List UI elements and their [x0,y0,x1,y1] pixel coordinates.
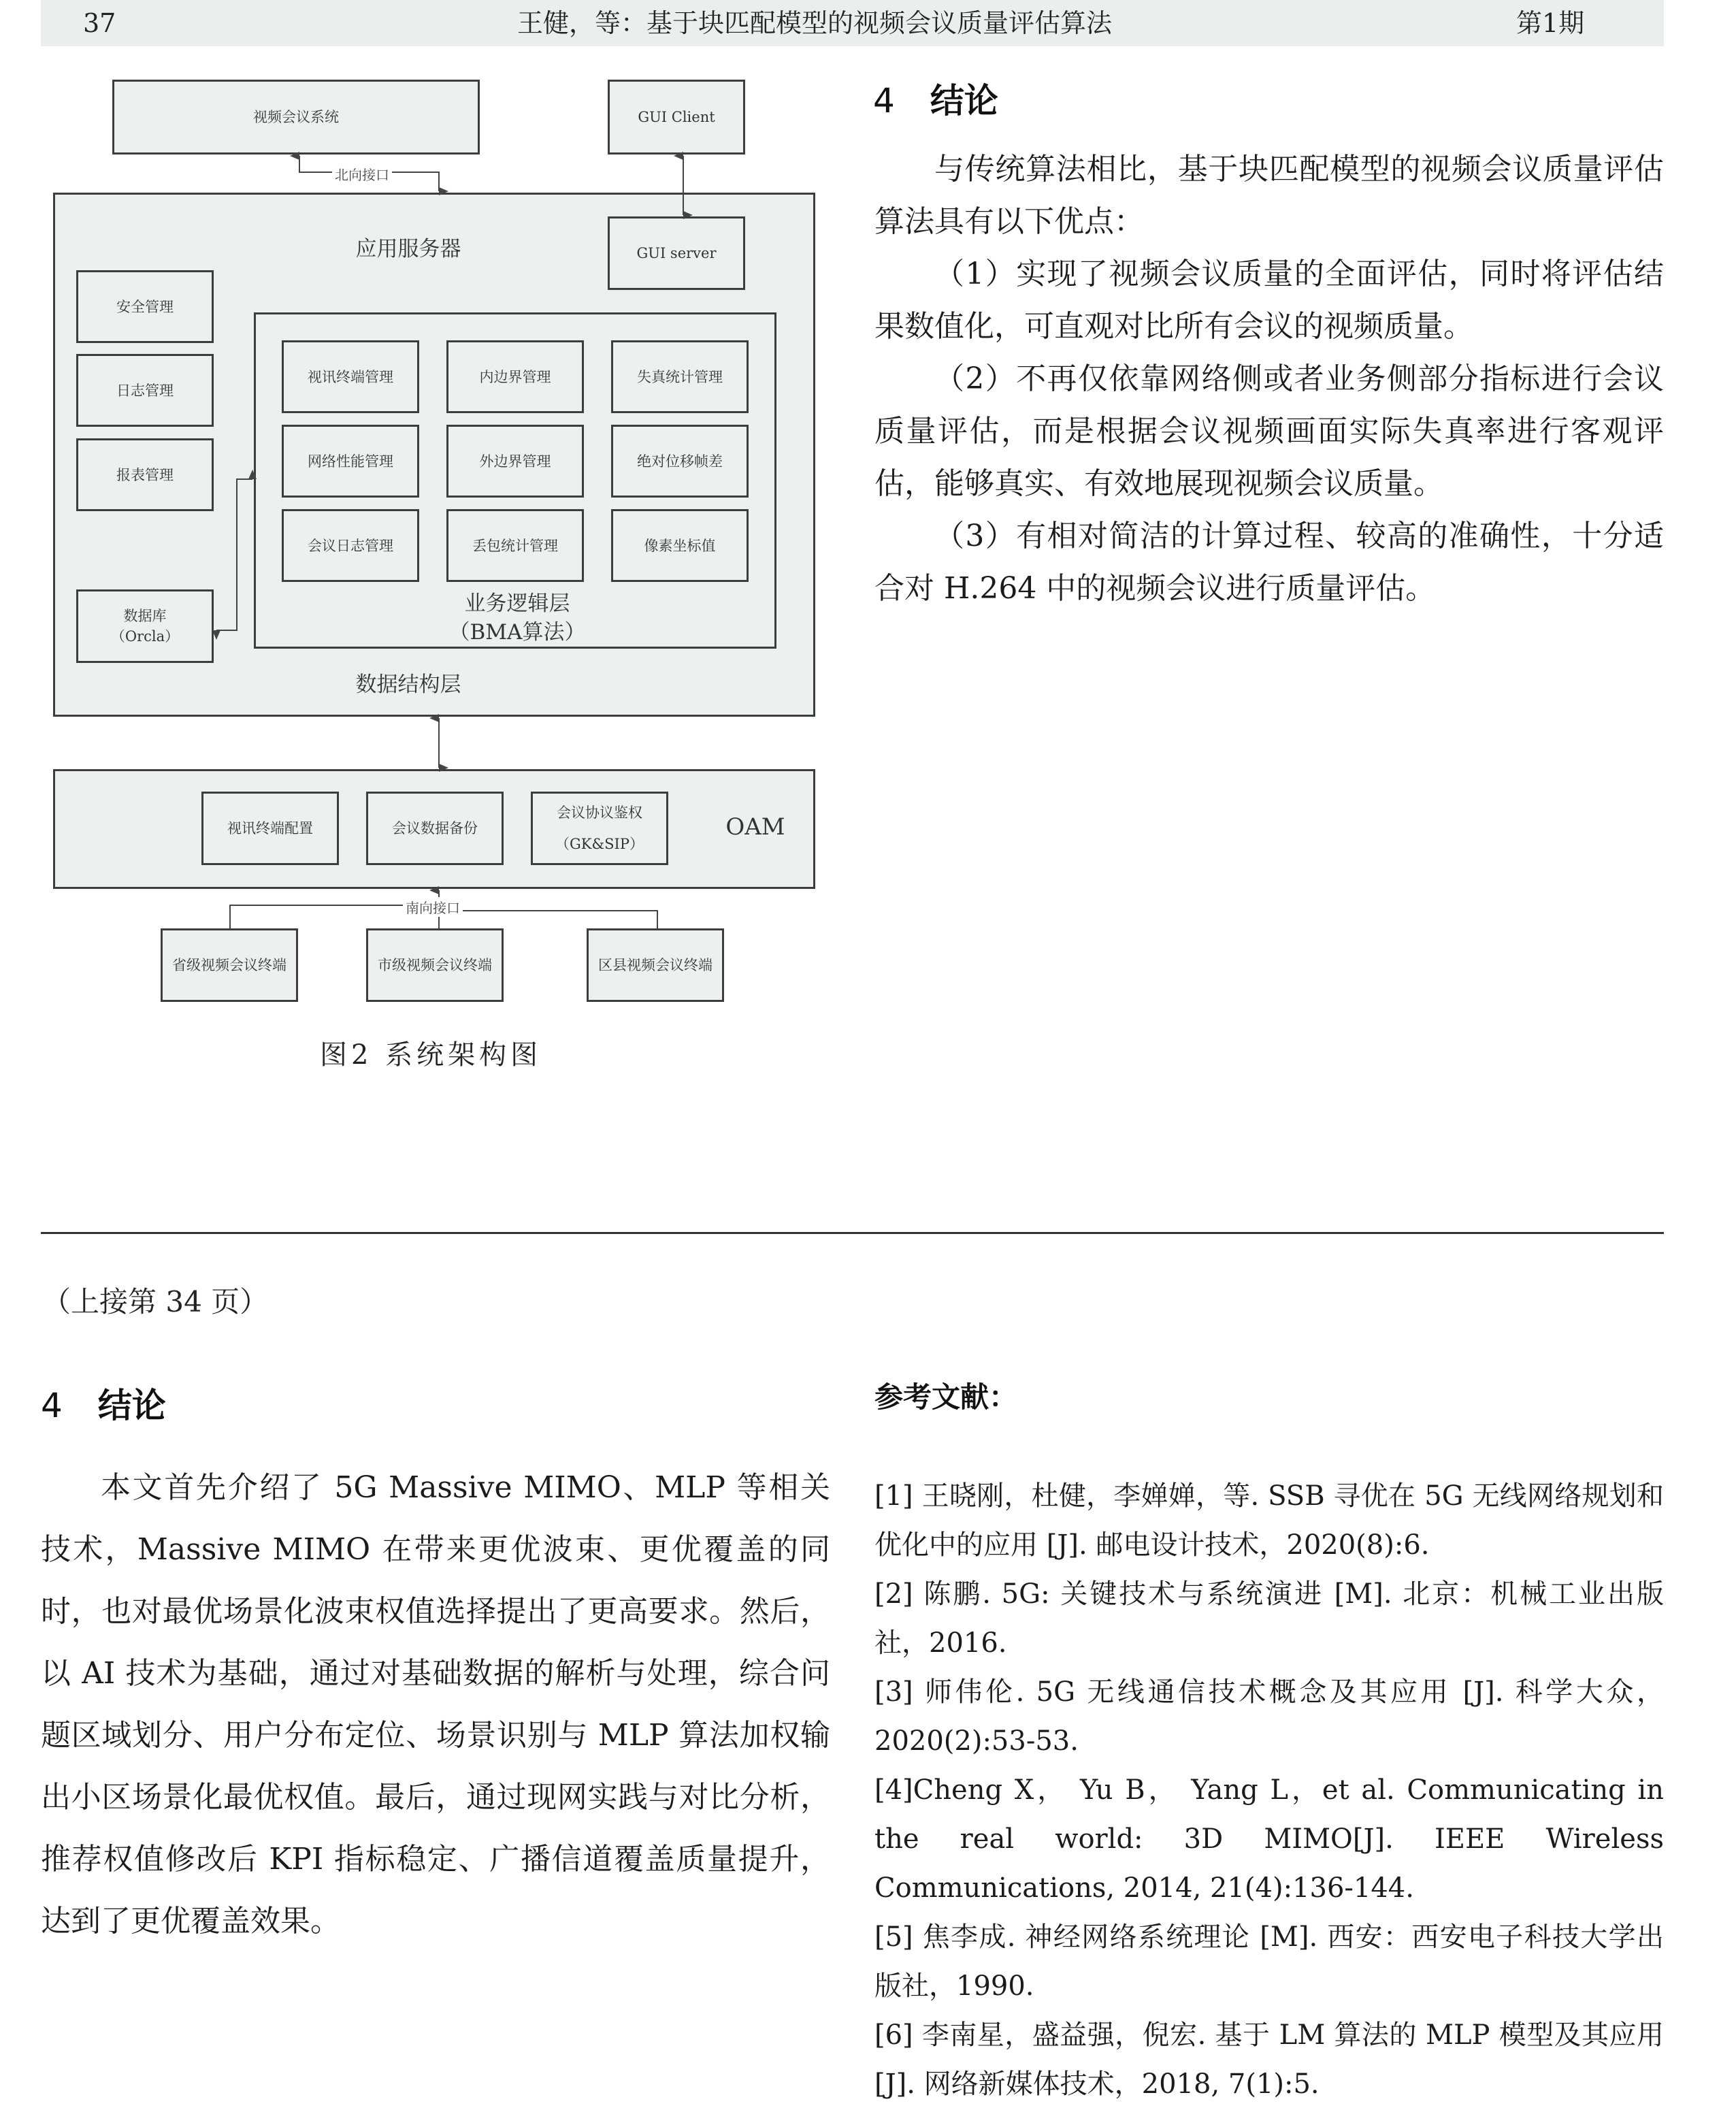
section-number: 4 [41,1386,63,1425]
running-title: 王健，等：基于块匹配模型的视频会议质量评估算法 [517,8,1113,38]
oam-label: OAM [725,813,785,841]
section-divider [41,1232,1664,1234]
logic-module-box: 绝对位移帧差 [611,425,749,498]
oam-terminal-config-box: 视讯终端配置 [201,792,339,865]
conclusion-point-1: （1）实现了视频会议质量的全面评估，同时将评估结果数值化，可直观对比所有会议的视频质量。 [874,257,1664,344]
log-management-box: 日志管理 [76,354,214,427]
database-label: 数据库 [123,608,167,624]
terminal-city-box: 市级视频会议终端 [366,928,504,1002]
reference-item: [1] 王晓刚，杜健，李婵婵，等. SSB 寻优在 5G 无线网络规划和优化中的应用 [J]. 邮电设计技术，2020(8):6. [874,1480,1664,1561]
database-box [76,589,214,663]
terminal-county-box: 区县视频会议终端 [587,928,724,1002]
logic-module-box: 丢包统计管理 [446,509,584,582]
section-heading-bottom [41,1378,166,1427]
reference-item: [4]Cheng X， Yu B， Yang L，et al. Communicating in the real world: 3D MIMO[J]. IEEE Wireless Communications, 2014, 21(4):136-144. [874,1774,1664,1904]
conclusion-intro: 与传统算法相比，基于块匹配模型的视频会议质量评估算法具有以下优点： [874,152,1664,239]
reference-item: [3] 师伟伦. 5G 无线通信技术概念及其应用 [J]. 科学大众，2020(2):53-53. [874,1676,1664,1757]
reference-item: [5] 焦李成. 神经网络系统理论 [M]. 西安：西安电子科技大学出版社，1990. [874,1921,1664,2002]
section-heading-top [873,74,998,123]
gui-server-box: GUI server [608,216,745,290]
section-title: 结论 [97,1386,166,1425]
reference-item: [2] 陈鹏. 5G: 关键技术与系统演进 [M]. 北京：机械工业出版社，2016. [874,1578,1664,1659]
oam-auth-protocols: （GK&SIP） [555,836,644,852]
oam-protocol-auth-box [531,792,668,865]
conclusion-body: 本文首先介绍了 5G Massive MIMO、MLP 等相关技术，Massive MIMO 在带来更优波束、更优覆盖的同时，也对最优场景化波束权值选择提出了更高要求。然后，以 AI 技术为基础，通过对基础数据的解析与处理，综合问题区域划分、用户分布定位、场景识别与 MLP 算法加权输出小区场景化最优权值。最后，通过现网实践与对比分析，推荐权值修改后 KPI 指标稳定、广播信道覆盖质量提升，达到了更优覆盖效果。 [41,1470,830,1938]
conclusion-point-2: （2）不再仅依靠网络侧或者业务侧部分指标进行会议质量评估，而是根据会议视频画面实际失真率进行客观评估，能够真实、有效地展现视频会议质量。 [874,361,1664,501]
report-management-box: 报表管理 [76,438,214,511]
logic-layer-algorithm: （BMA算法） [448,620,586,645]
logic-module-box: 外边界管理 [446,425,584,498]
south-interface-label: 南向接口 [403,897,463,917]
logic-module-box: 网络性能管理 [282,425,419,498]
issue-label: 第1期 [1516,8,1585,38]
page-number: 37 [83,8,116,38]
oam-auth-label: 会议协议鉴权 [557,805,642,821]
figure-caption: 图2 系统架构图 [320,1039,542,1071]
continued-from-note: （上接第 34 页） [42,1285,269,1318]
logic-module-box: 会议日志管理 [282,509,419,582]
gui-client-box: GUI Client [608,80,745,155]
logic-layer-title: 业务逻辑层 [464,591,570,616]
conclusion-point-3: （3）有相对简洁的计算过程、较高的准确性，十分适合对 H.264 中的视频会议进行质量评估。 [874,519,1664,606]
section-title: 结论 [930,81,998,120]
reference-item: [6] 李南星，盛益强，倪宏. 基于 LM 算法的 MLP 模型及其应用 [J]. 网络新媒体技术，2018, 7(1):5. [874,2019,1664,2100]
north-interface-label: 北向接口 [332,164,392,184]
data-structure-layer-label: 数据结构层 [355,672,461,697]
business-logic-layer-label [354,589,681,647]
logic-module-box: 像素坐标值 [611,509,749,582]
references-heading: 参考文献： [874,1380,1018,1414]
terminal-provincial-box: 省级视频会议终端 [161,928,298,1002]
logic-module-box: 内边界管理 [446,340,584,413]
section-number: 4 [873,81,895,120]
logic-module-box: 视讯终端管理 [282,340,419,413]
database-type: （Orcla） [110,628,180,645]
application-server-label: 应用服务器 [355,237,461,261]
video-conference-system-box: 视频会议系统 [112,80,480,155]
logic-module-box: 失真统计管理 [611,340,749,413]
security-management-box: 安全管理 [76,270,214,343]
oam-data-backup-box: 会议数据备份 [366,792,504,865]
